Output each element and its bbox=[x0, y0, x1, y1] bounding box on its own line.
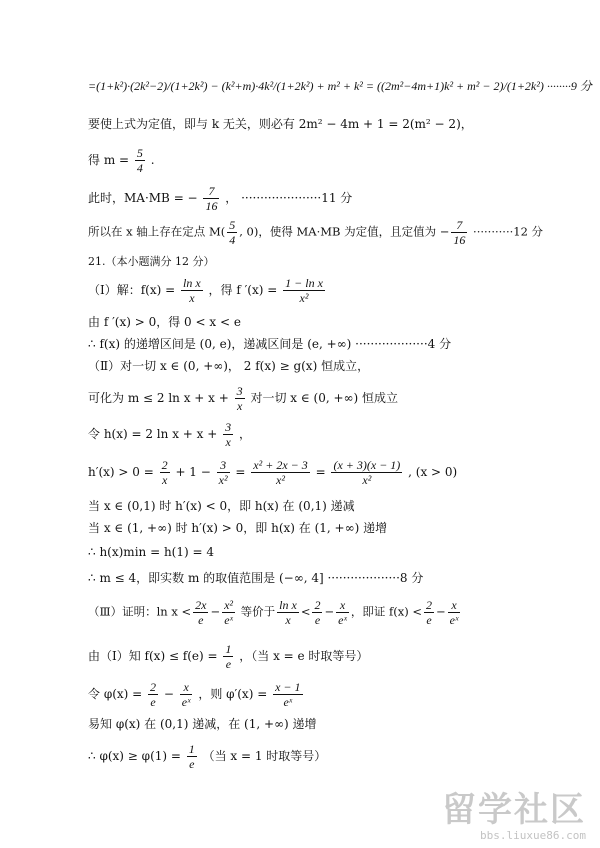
fraction bbox=[331, 458, 402, 487]
text-suffix: ， ·····················11 分 bbox=[225, 191, 353, 205]
numerator: 2 bbox=[426, 598, 433, 612]
text: ∴ f(x) 的递增区间是 (0, e)，递减区间是 (e, +∞) ···················4 分 bbox=[88, 337, 452, 351]
numerator: 2 bbox=[161, 458, 168, 472]
fraction bbox=[181, 276, 203, 305]
denominator: x bbox=[285, 613, 291, 627]
text-suffix: （当 x = 1 时取等号） bbox=[202, 749, 327, 763]
numerator: 2 bbox=[150, 680, 157, 694]
text-prefix: 得 m = bbox=[88, 153, 130, 167]
text-line-22 bbox=[88, 742, 326, 771]
denominator: 16 bbox=[205, 199, 218, 213]
numerator: 2 bbox=[314, 598, 321, 612]
fraction bbox=[448, 598, 461, 627]
denominator: eˣ bbox=[224, 613, 233, 627]
equation-line-1 bbox=[88, 78, 592, 94]
text-prefix: （Ⅲ）证明：ln x < bbox=[88, 604, 192, 619]
text-operator: < bbox=[300, 604, 311, 619]
text-line-5 bbox=[88, 218, 543, 247]
fraction bbox=[312, 598, 322, 627]
fraction bbox=[227, 218, 237, 247]
numerator: x − 1 bbox=[275, 680, 301, 694]
numerator: 1 bbox=[225, 642, 232, 656]
text-line-14 bbox=[88, 498, 355, 514]
text: ∴ h(x)min = h(1) = 4 bbox=[88, 545, 214, 559]
fraction bbox=[235, 384, 245, 413]
text-prefix: ∴ φ(x) ≥ φ(1) = bbox=[88, 749, 181, 763]
fraction bbox=[283, 276, 325, 305]
text-line-3 bbox=[88, 146, 155, 175]
numerator: 3 bbox=[217, 458, 230, 473]
text-suffix: 对一切 x ∈ (0, +∞) 恒成立 bbox=[250, 391, 399, 405]
text-mid: ，即证 f(x) < bbox=[350, 604, 423, 619]
watermark bbox=[442, 791, 586, 842]
denominator: x bbox=[189, 291, 195, 305]
text-line-4 bbox=[88, 184, 352, 213]
text-operator: − bbox=[324, 604, 335, 619]
text-prefix: 令 φ(x) = bbox=[88, 687, 143, 701]
text-line-2 bbox=[88, 116, 473, 132]
text: 易知 φ(x) 在 (0,1) 递减，在 (1, +∞) 递增 bbox=[88, 717, 317, 731]
text-suffix: ···········12 分 bbox=[469, 224, 544, 239]
text-prefix: 可化为 m ≤ 2 ln x + x + bbox=[88, 391, 229, 405]
text-operator: − bbox=[210, 604, 221, 619]
denominator: e bbox=[150, 695, 156, 709]
denominator: x² bbox=[218, 473, 228, 487]
equation-text: =(1+k²)·(2k²−2)/(1+2k²) − (k²+m)·4k²/(1+2k²) + m² + k² = ((2m²−4m+1)k² + m² − 2)/(1+2k²) ········9 分 bbox=[88, 79, 592, 93]
numerator: x bbox=[336, 598, 349, 613]
denominator: x bbox=[236, 399, 243, 413]
fraction bbox=[187, 742, 197, 771]
text-line-17 bbox=[88, 570, 423, 586]
fraction bbox=[180, 680, 193, 709]
text: 当 x ∈ (1, +∞) 时 h′(x) > 0，即 h(x) 在 (1, +∞) 递增 bbox=[88, 521, 388, 535]
text-operator: − bbox=[436, 604, 446, 619]
denominator: e bbox=[426, 613, 432, 627]
numerator: x² bbox=[224, 598, 234, 612]
fraction bbox=[273, 680, 302, 709]
text-line-21 bbox=[88, 716, 317, 732]
denominator: x² bbox=[299, 291, 309, 305]
watermark-url: bbs.liuxue86.com bbox=[480, 829, 586, 842]
text-prefix: 令 h(x) = 2 ln x + x + bbox=[88, 427, 218, 441]
text-prefix: 此时，MA·MB = − bbox=[88, 191, 198, 205]
text-line-11 bbox=[88, 384, 398, 413]
text-operator: = bbox=[315, 465, 326, 479]
numerator: 5 bbox=[229, 218, 236, 232]
text-line-15 bbox=[88, 520, 387, 536]
heading-text: 21.（本小题满分 12 分） bbox=[88, 255, 215, 268]
text-line-7 bbox=[88, 276, 327, 305]
denominator: e bbox=[189, 757, 195, 771]
numerator: 1 bbox=[188, 742, 195, 756]
text-line-20 bbox=[88, 680, 305, 709]
text-line-9 bbox=[88, 336, 451, 352]
fraction bbox=[251, 458, 309, 487]
fraction bbox=[336, 598, 349, 627]
fraction bbox=[223, 420, 233, 449]
text-suffix: ，（当 x = e 时取等号） bbox=[239, 649, 369, 663]
text-suffix: , (x > 0) bbox=[408, 465, 458, 479]
denominator: 4 bbox=[136, 161, 143, 175]
text-suffix: . bbox=[150, 153, 155, 167]
numerator: 2x bbox=[195, 598, 207, 612]
text-line-13 bbox=[88, 458, 457, 487]
text-operator: = bbox=[235, 465, 246, 479]
text-suffix: ， bbox=[238, 427, 251, 441]
fraction bbox=[217, 458, 230, 487]
text: 要使上式为定值，即与 k 无关，则必有 2m² − 4m + 1 = 2(m² − 2)， bbox=[88, 117, 473, 131]
fraction bbox=[424, 598, 434, 627]
fraction bbox=[148, 680, 158, 709]
denominator: eˣ bbox=[449, 613, 459, 627]
numerator: 3 bbox=[236, 384, 243, 398]
denominator: e bbox=[225, 657, 232, 671]
numerator: x² + 2x − 3 bbox=[253, 458, 308, 472]
numerator: x bbox=[180, 680, 193, 695]
denominator: eˣ bbox=[181, 695, 191, 709]
text: ∴ m ≤ 4，即实数 m 的取值范围是 (−∞, 4] ···················8 分 bbox=[88, 571, 424, 585]
fraction bbox=[451, 218, 467, 247]
text-line-18 bbox=[88, 598, 462, 627]
watermark-logo-text: 留学社区 bbox=[442, 790, 586, 830]
fraction bbox=[193, 598, 208, 627]
denominator: 4 bbox=[229, 233, 236, 247]
numerator: ln x bbox=[183, 276, 201, 290]
text: 由 f ′(x) > 0，得 0 < x < e bbox=[88, 315, 241, 329]
fraction bbox=[203, 184, 219, 213]
text-operator: + 1 − bbox=[175, 465, 211, 479]
text-line-16 bbox=[88, 544, 214, 560]
text-line-19 bbox=[88, 642, 368, 671]
numerator: x bbox=[448, 598, 461, 613]
numerator: 7 bbox=[203, 184, 219, 199]
text-line-10 bbox=[88, 358, 369, 374]
text-prefix: h′(x) > 0 = bbox=[88, 465, 154, 479]
text-line-8 bbox=[88, 314, 241, 330]
text: 当 x ∈ (0,1) 时 h′(x) < 0，即 h(x) 在 (0,1) 递减 bbox=[88, 499, 355, 513]
denominator: e bbox=[314, 613, 321, 627]
denominator: x² bbox=[276, 473, 285, 487]
text-prefix: 由（Ⅰ）知 f(x) ≤ f(e) = bbox=[88, 649, 218, 663]
numerator: (x + 3)(x − 1) bbox=[333, 458, 401, 472]
numerator: 7 bbox=[451, 218, 467, 233]
text: （Ⅱ）对一切 x ∈ (0, +∞)， 2 f(x) ≥ g(x) 恒成立， bbox=[88, 359, 370, 373]
text-line-12 bbox=[88, 420, 251, 449]
denominator: x² bbox=[362, 473, 372, 487]
denominator: x bbox=[161, 473, 168, 487]
fraction bbox=[160, 458, 170, 487]
text-mid: ，则 φ′(x) = bbox=[198, 687, 268, 701]
denominator: x bbox=[225, 435, 231, 449]
text-mid: ，得 f ′(x) = bbox=[208, 283, 278, 297]
denominator: eˣ bbox=[283, 695, 293, 709]
text-mid: 等价于 bbox=[237, 604, 276, 619]
text-prefix: 所以在 x 轴上存在定点 M( bbox=[88, 224, 226, 239]
numerator: ln x bbox=[279, 598, 297, 612]
text-prefix: （Ⅰ）解：f(x) = bbox=[88, 283, 176, 297]
numerator: 3 bbox=[225, 420, 232, 434]
section-heading bbox=[88, 254, 214, 270]
fraction bbox=[223, 642, 233, 671]
fraction bbox=[277, 598, 299, 627]
denominator: 16 bbox=[453, 233, 466, 247]
text-mid: , 0)，使得 MA·MB 为定值，且定值为 − bbox=[239, 224, 450, 239]
numerator: 5 bbox=[136, 146, 143, 160]
numerator: 1 − ln x bbox=[285, 276, 323, 290]
text-operator: − bbox=[163, 687, 174, 701]
fraction bbox=[222, 598, 235, 627]
fraction bbox=[135, 146, 145, 175]
denominator: eˣ bbox=[338, 613, 347, 627]
denominator: e bbox=[198, 613, 204, 627]
